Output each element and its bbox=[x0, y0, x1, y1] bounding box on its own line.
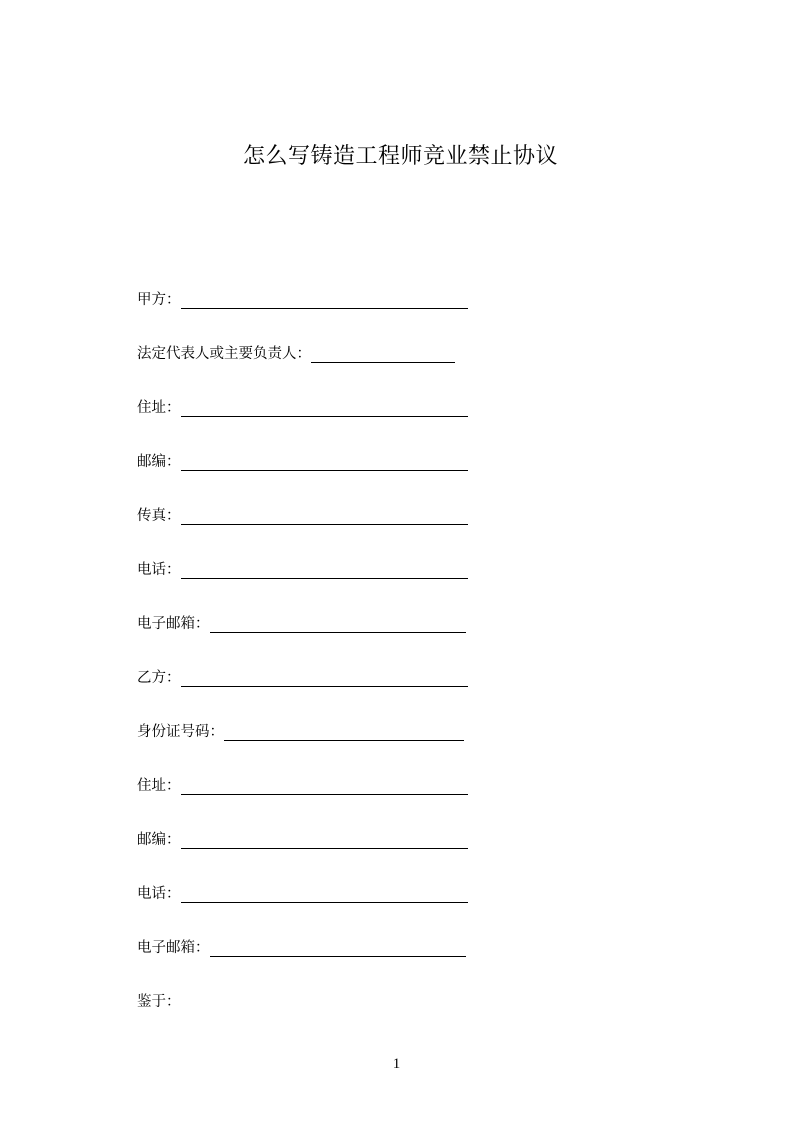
party-a-address-label: 住址： bbox=[137, 400, 181, 416]
party-b-address-label: 住址： bbox=[137, 778, 181, 794]
page-number: 1 bbox=[392, 1056, 401, 1072]
party-b-name-label: 乙方： bbox=[137, 670, 181, 686]
party-a-email-field bbox=[137, 613, 477, 667]
party-a-representative-blank[interactable] bbox=[311, 344, 455, 363]
party-a-fax-blank[interactable] bbox=[181, 506, 468, 525]
party-b-postcode-label: 邮编： bbox=[137, 832, 181, 848]
party-b-id-number-field bbox=[137, 721, 477, 775]
party-a-fax-field bbox=[137, 505, 477, 559]
party-a-postcode-blank[interactable] bbox=[181, 452, 468, 471]
party-a-name-field bbox=[137, 289, 477, 343]
party-a-phone-blank[interactable] bbox=[181, 560, 468, 579]
party-a-address-field bbox=[137, 397, 477, 451]
party-a-postcode-label: 邮编： bbox=[137, 454, 181, 470]
whereas-field bbox=[137, 991, 477, 1045]
party-b-email-field bbox=[137, 937, 477, 991]
party-b-phone-blank[interactable] bbox=[181, 884, 468, 903]
party-b-postcode-field bbox=[137, 829, 477, 883]
party-a-name-label: 甲方： bbox=[137, 292, 181, 308]
party-b-phone-label: 电话： bbox=[137, 886, 181, 902]
party-b-name-field bbox=[137, 667, 477, 721]
party-a-email-label: 电子邮箱： bbox=[137, 616, 210, 632]
party-b-email-blank[interactable] bbox=[210, 938, 466, 957]
document-title: 怎么写铸造工程师竞业禁止协议 bbox=[242, 144, 558, 169]
party-b-postcode-blank[interactable] bbox=[181, 830, 468, 849]
party-b-email-label: 电子邮箱： bbox=[137, 940, 210, 956]
party-a-representative-label: 法定代表人或主要负责人： bbox=[137, 346, 311, 362]
party-b-address-blank[interactable] bbox=[181, 776, 468, 795]
party-a-representative-field bbox=[137, 343, 477, 397]
party-a-postcode-field bbox=[137, 451, 477, 505]
party-b-phone-field bbox=[137, 883, 477, 937]
party-b-id-number-blank[interactable] bbox=[224, 722, 464, 741]
party-b-address-field bbox=[137, 775, 477, 829]
party-b-name-blank[interactable] bbox=[181, 668, 468, 687]
party-info-section bbox=[137, 289, 477, 1045]
whereas-label: 鉴于： bbox=[137, 994, 181, 1010]
party-b-id-number-label: 身份证号码： bbox=[137, 724, 224, 740]
party-a-fax-label: 传真： bbox=[137, 508, 181, 524]
party-a-address-blank[interactable] bbox=[181, 398, 468, 417]
party-a-phone-field bbox=[137, 559, 477, 613]
party-a-name-blank[interactable] bbox=[181, 290, 468, 309]
party-a-phone-label: 电话： bbox=[137, 562, 181, 578]
party-a-email-blank[interactable] bbox=[210, 614, 466, 633]
